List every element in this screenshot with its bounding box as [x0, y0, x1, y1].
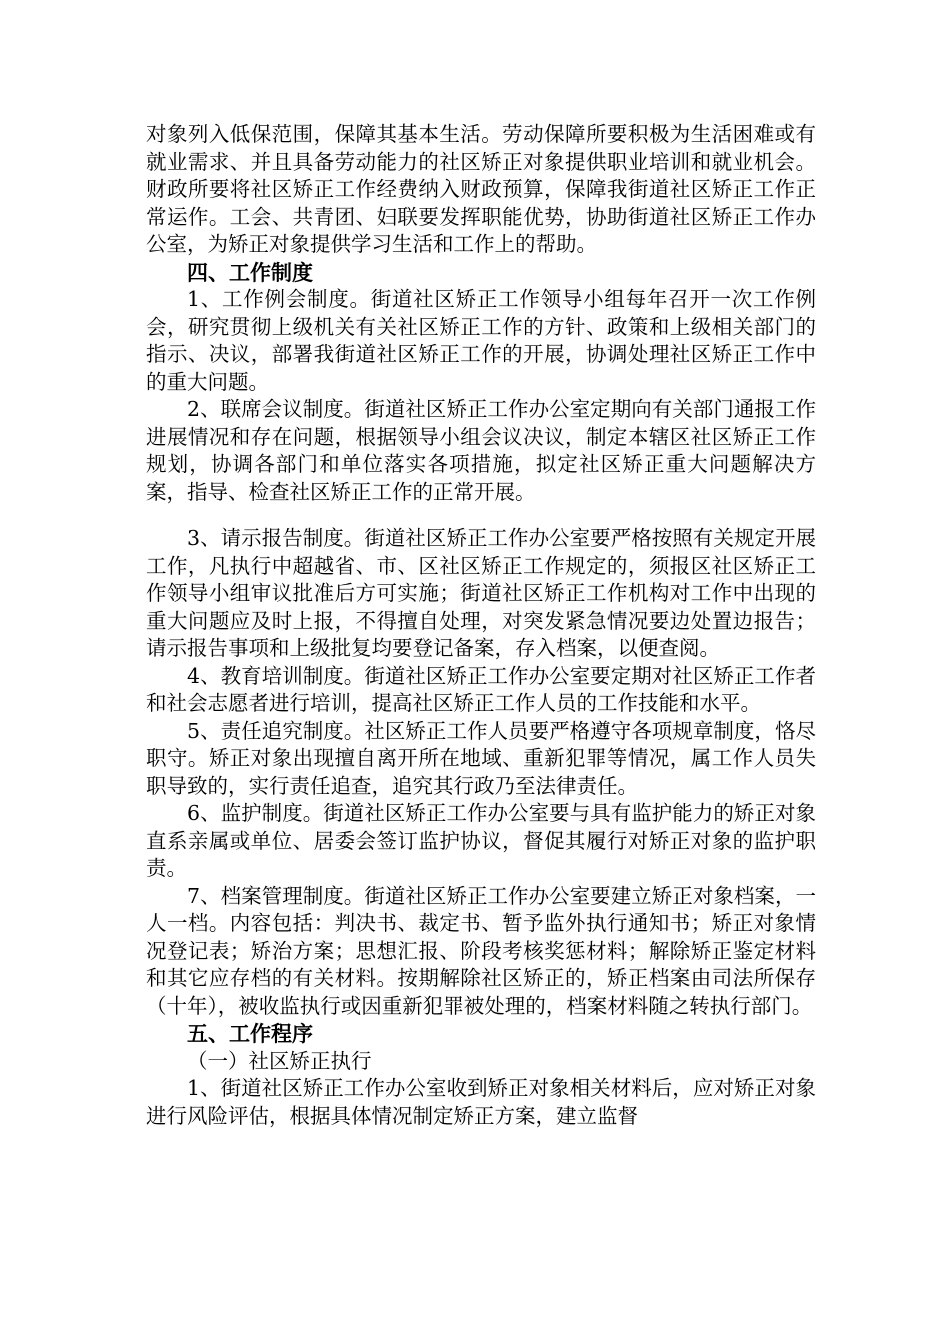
body-paragraph: 2、联席会议制度。街道社区矫正工作办公室定期向有关部门通报工作进展情况和存在问题，根据领导小组会议决议，制定本辖区社区矫正工作规划，协调各部门和单位落实各项措施，拟定社区矫正重大问题解决方案，指导、检查社区矫正工作的正常开展。: [146, 397, 816, 504]
body-paragraph: 5、责任追究制度。社区矫正工作人员要严格遵守各项规章制度，恪尽职守。矫正对象出现擅自离开所在地域、重新犯罪等情况，属工作人员失职导致的，实行责任追查，追究其行政乃至法律责任。: [146, 718, 816, 798]
body-paragraph: 7、档案管理制度。街道社区矫正工作办公室要建立矫正对象档案，一人一档。内容包括：判决书、裁定书、暂予监外执行通知书；矫正对象情况登记表；矫治方案；思想汇报、阶段考核奖惩材料；解除矫正鉴定材料和其它应存档的有关材料。按期解除社区矫正的，矫正档案由司法所保存（十年），被收监执行或因重新犯罪被处理的，档案材料随之转执行部门。: [146, 883, 816, 1018]
body-paragraph: 3、请示报告制度。街道社区矫正工作办公室要严格按照有关规定开展工作，凡执行中超越省、市、区社区矫正工作规定的，须报区社区矫正工作领导小组审议批准后方可实施；街道社区矫正工作机构对工作中出现的重大问题应及时上报，不得擅自处理，对突发紧急情况要边处置边报告；请示报告事项和上级批复均要登记备案，存入档案，以便查阅。: [146, 526, 816, 660]
body-paragraph: 6、监护制度。街道社区矫正工作办公室要与具有监护能力的矫正对象直系亲属或单位、居委会签订监护协议，督促其履行对矫正对象的监护职责。: [146, 801, 816, 880]
section-heading: 四、工作制度: [187, 259, 313, 285]
body-paragraph: 1、街道社区矫正工作办公室收到矫正对象相关材料后，应对矫正对象进行风险评估，根据具体情况制定矫正方案，建立监督: [146, 1076, 816, 1128]
body-paragraph: 对象列入低保范围，保障其基本生活。劳动保障所要积极为生活困难或有就业需求、并且具备劳动能力的社区矫正对象提供职业培训和就业机会。财政所要将社区矫正工作经费纳入财政预算，保障我街道社区矫正工作正常运作。工会、共青团、妇联要发挥职能优势，协助街道社区矫正工作办公室，为矫正对象提供学习生活和工作上的帮助。: [146, 122, 816, 256]
section-heading: 五、工作程序: [187, 1021, 313, 1046]
subsection-heading: （一）社区矫正执行: [187, 1048, 372, 1073]
body-paragraph: 1、工作例会制度。街道社区矫正工作领导小组每年召开一次工作例会，研究贯彻上级机关有关社区矫正工作的方针、政策和上级相关部门的指示、决议，部署我街道社区矫正工作的开展，协调处理社区矫正工作中的重大问题。: [146, 287, 816, 394]
body-paragraph: 4、教育培训制度。街道社区矫正工作办公室要定期对社区矫正工作者和社会志愿者进行培训，提高社区矫正工作人员的工作技能和水平。: [146, 663, 816, 715]
